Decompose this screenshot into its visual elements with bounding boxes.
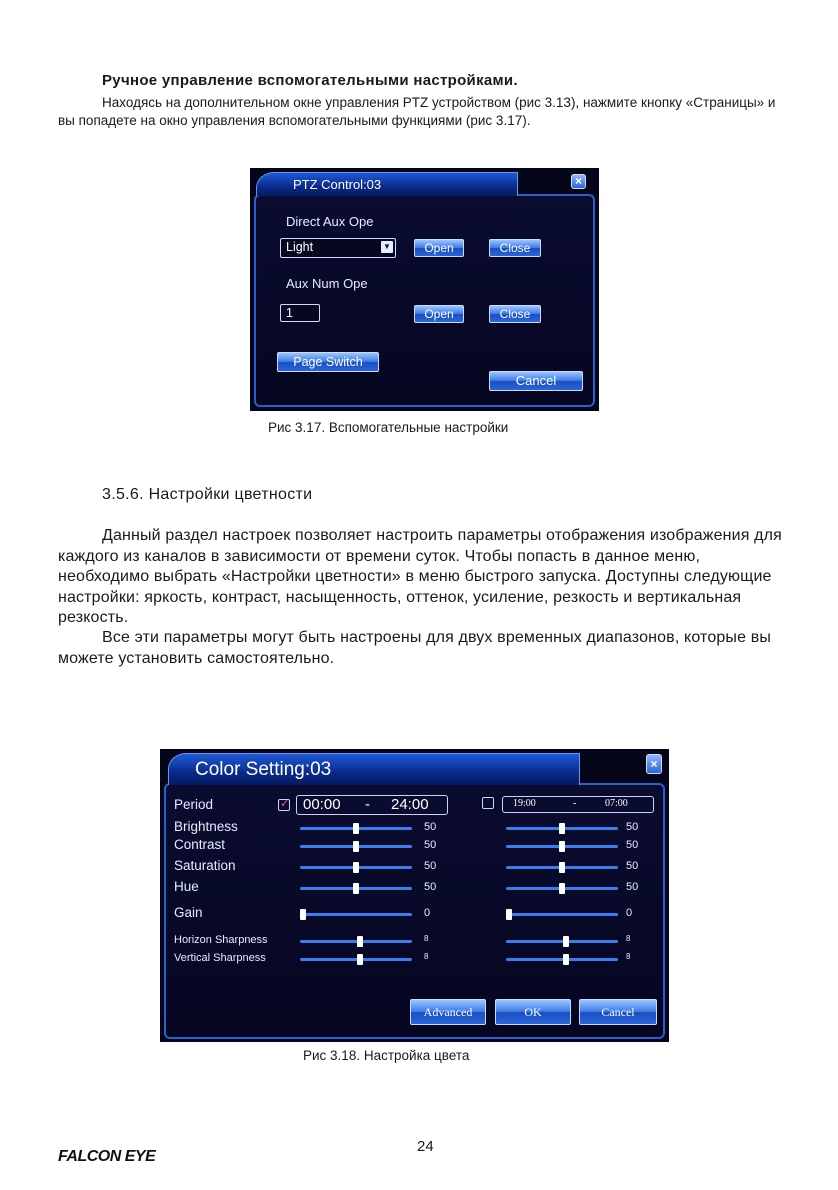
hue-label: Hue: [174, 879, 199, 894]
close-icon[interactable]: ×: [571, 174, 586, 189]
brightness-value-1: 50: [424, 821, 437, 833]
intro-paragraph: Находясь на дополнительном окне управления PTZ устройством (рис 3.13), нажмите кнопку «Страницы» и вы попадете на окно управления вспомогательными функциями (рис 3.17).: [58, 95, 776, 128]
saturation-label: Saturation: [174, 858, 236, 873]
advanced-button[interactable]: Advanced: [410, 999, 486, 1025]
body-paragraph-1: Данный раздел настроек позволяет настроить параметры отображения изображения для каждого из каналов в зависимости от времени суток. Чтобы попасть в данное меню, необходимо выбрать «Настройки цветности» в меню быстрого запуска. Доступны следующие настройки: яркость, контраст, насыщенность, оттенок, усиление, резкость и вертикальная резкость.: [58, 527, 782, 626]
period2-end: 07:00: [605, 798, 628, 809]
period2-time-range[interactable]: [502, 796, 654, 813]
horizon-sharpness-slider-1-handle[interactable]: [357, 936, 363, 947]
hue-slider-2-handle[interactable]: [559, 883, 565, 894]
horizon-sharpness-value-1: 8: [424, 934, 429, 943]
chevron-down-icon: ▼: [381, 241, 393, 253]
page-number: 24: [417, 1138, 434, 1155]
period1-start: 00:00: [303, 796, 341, 813]
aux-num-label: Aux Num Ope: [286, 276, 368, 291]
contrast-slider-2-handle[interactable]: [559, 841, 565, 852]
direct-aux-close-button[interactable]: Close: [489, 239, 541, 257]
contrast-slider-1-handle[interactable]: [353, 841, 359, 852]
saturation-slider-1-handle[interactable]: [353, 862, 359, 873]
ptz-control-dialog: [250, 168, 599, 411]
saturation-value-2: 50: [626, 860, 639, 872]
dialog-title: PTZ Control:03: [293, 177, 382, 192]
period-label: Period: [174, 797, 214, 812]
direct-aux-label: Direct Aux Ope: [286, 214, 374, 229]
gain-slider-2-handle[interactable]: [506, 909, 512, 920]
brightness-slider-2-handle[interactable]: [559, 823, 565, 834]
subsection-title: 3.5.6. Настройки цветности: [102, 486, 313, 503]
dialog-title-tab: [256, 172, 518, 196]
vertical-sharpness-value-2: 8: [626, 952, 631, 961]
figure-caption-3-17: Рис 3.17. Вспомогательные настройки: [268, 420, 509, 435]
close-icon[interactable]: ×: [646, 754, 662, 774]
page-switch-button[interactable]: Page Switch: [277, 352, 379, 372]
horizon-sharpness-value-2: 8: [626, 934, 631, 943]
gain-value-2: 0: [626, 907, 633, 919]
ok-button[interactable]: OK: [495, 999, 571, 1025]
vertical-sharpness-slider-1-handle[interactable]: [357, 954, 363, 965]
body-paragraph-2: Все эти параметры могут быть настроены для двух временных диапазонов, которые вы можете установить самостоятельно.: [58, 629, 772, 667]
section-title: Ручное управление вспомогательными настройками.: [102, 72, 518, 89]
horizon-sharpness-label: Horizon Sharpness: [174, 934, 268, 946]
gain-value-1: 0: [424, 907, 431, 919]
vertical-sharpness-slider-2-handle[interactable]: [563, 954, 569, 965]
horizon-sharpness-slider-2-handle[interactable]: [563, 936, 569, 947]
period2-checkbox[interactable]: [482, 797, 494, 809]
gain-slider-2[interactable]: [506, 913, 618, 916]
hue-slider-1-handle[interactable]: [353, 883, 359, 894]
period2-separator: -: [573, 798, 577, 809]
aux-num-open-button[interactable]: Open: [414, 305, 464, 323]
figure-caption-3-18: Рис 3.18. Настройка цвета: [303, 1048, 470, 1063]
saturation-value-1: 50: [424, 860, 437, 872]
dialog-title: Color Setting:03: [195, 759, 332, 780]
color-setting-dialog: [160, 749, 669, 1042]
direct-aux-select[interactable]: [280, 238, 396, 258]
aux-num-input[interactable]: 1: [280, 304, 320, 322]
direct-aux-value: Light: [286, 240, 314, 254]
period1-separator: -: [365, 796, 370, 813]
period1-checkbox[interactable]: [278, 799, 290, 811]
period1-time-range[interactable]: [296, 795, 448, 815]
period2-start: 19:00: [513, 798, 536, 809]
aux-num-close-button[interactable]: Close: [489, 305, 541, 323]
cancel-button[interactable]: Cancel: [489, 371, 583, 391]
hue-value-1: 50: [424, 881, 437, 893]
gain-slider-1[interactable]: [300, 913, 412, 916]
cancel-button[interactable]: Cancel: [579, 999, 657, 1025]
brightness-slider-1-handle[interactable]: [353, 823, 359, 834]
gain-slider-1-handle[interactable]: [300, 909, 306, 920]
contrast-value-2: 50: [626, 839, 639, 851]
brand-logo: FALCON EYE: [58, 1148, 156, 1165]
contrast-value-1: 50: [424, 839, 437, 851]
brightness-label: Brightness: [174, 819, 238, 834]
dialog-title-tab: [168, 753, 580, 785]
gain-label: Gain: [174, 905, 203, 920]
saturation-slider-2-handle[interactable]: [559, 862, 565, 873]
vertical-sharpness-label: Vertical Sharpness: [174, 952, 266, 964]
brightness-value-2: 50: [626, 821, 639, 833]
contrast-label: Contrast: [174, 837, 226, 852]
vertical-sharpness-value-1: 8: [424, 952, 429, 961]
direct-aux-open-button[interactable]: Open: [414, 239, 464, 257]
hue-value-2: 50: [626, 881, 639, 893]
period1-end: 24:00: [391, 796, 429, 813]
